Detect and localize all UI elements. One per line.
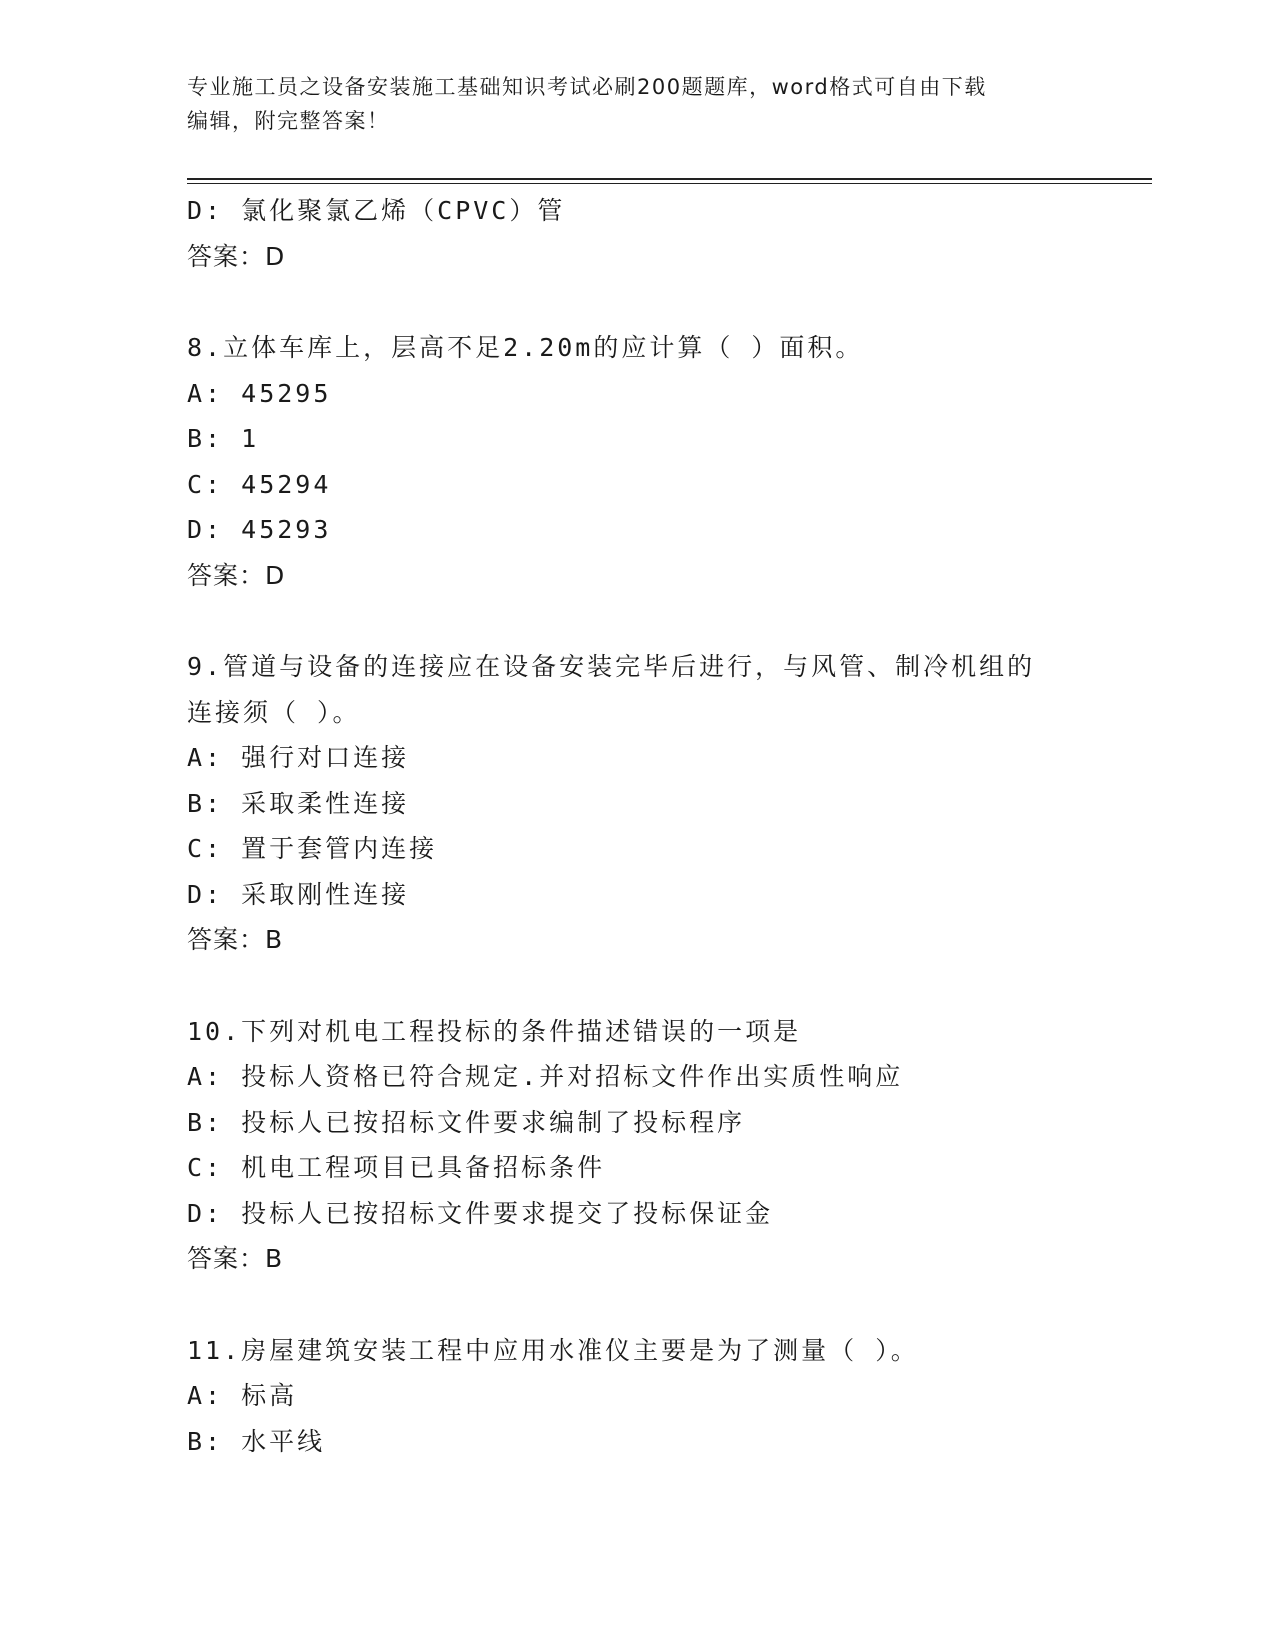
document-header [187,70,1087,138]
option-a: A: 45295 [187,378,332,408]
option-b: B: 采取柔性连接 [187,788,410,818]
question-list [187,188,1117,1464]
question-10 [187,1009,1117,1282]
question-stem: 10.下列对机电工程投标的条件描述错误的一项是 [187,1016,802,1046]
option-a: A: 标高 [187,1381,298,1410]
option-c: C: 置于套管内连接 [187,834,438,863]
question-9 [187,644,1117,963]
question-stem: 11.房屋建筑安装工程中应用水准仪主要是为了测量（ ）。 [187,1335,919,1365]
option-d: D: 采取刚性连接 [187,879,410,909]
question-11 [187,1328,1117,1465]
spacer [187,963,1117,1009]
option-d: D: 投标人已按招标文件要求提交了投标保证金 [187,1198,774,1228]
option-d: D: 45293 [187,515,332,544]
header-divider-thin [187,183,1152,184]
question-7-tail [187,188,1117,279]
option-c: C: 机电工程项目已具备招标条件 [187,1153,606,1182]
option-d: D: 氯化聚氯乙烯（CPVC）管 [187,196,566,225]
option-b: B: 水平线 [187,1426,326,1456]
header-line-2: 编辑，附完整答案！ [187,109,390,133]
spacer [187,1282,1117,1328]
question-stem: 8.立体车库上，层高不足2.20m的应计算（ ）面积。 [187,333,864,362]
question-8 [187,325,1117,598]
spacer [187,279,1117,325]
header-divider-thick [187,178,1152,180]
option-c: C: 45294 [187,469,332,499]
spacer [187,598,1117,644]
question-stem-line-1: 9.管道与设备的连接应在设备安装完毕后进行，与风管、制冷机组的 [187,652,1036,681]
answer-line: 答案：B [187,925,284,954]
question-stem-line-2: 连接须（ ）。 [187,697,361,727]
option-b: B: 投标人已按招标文件要求编制了投标程序 [187,1107,746,1137]
answer-line: 答案：D [187,241,286,271]
option-a: A: 强行对口连接 [187,743,410,772]
option-a: A: 投标人资格已符合规定.并对招标文件作出实质性响应 [187,1062,904,1091]
header-line-1: 专业施工员之设备安装施工基础知识考试必刷200题题库，word格式可自由下载 [187,75,987,99]
answer-line: 答案：B [187,1244,284,1273]
answer-line: 答案：D [187,560,286,590]
option-b: B: 1 [187,424,260,453]
